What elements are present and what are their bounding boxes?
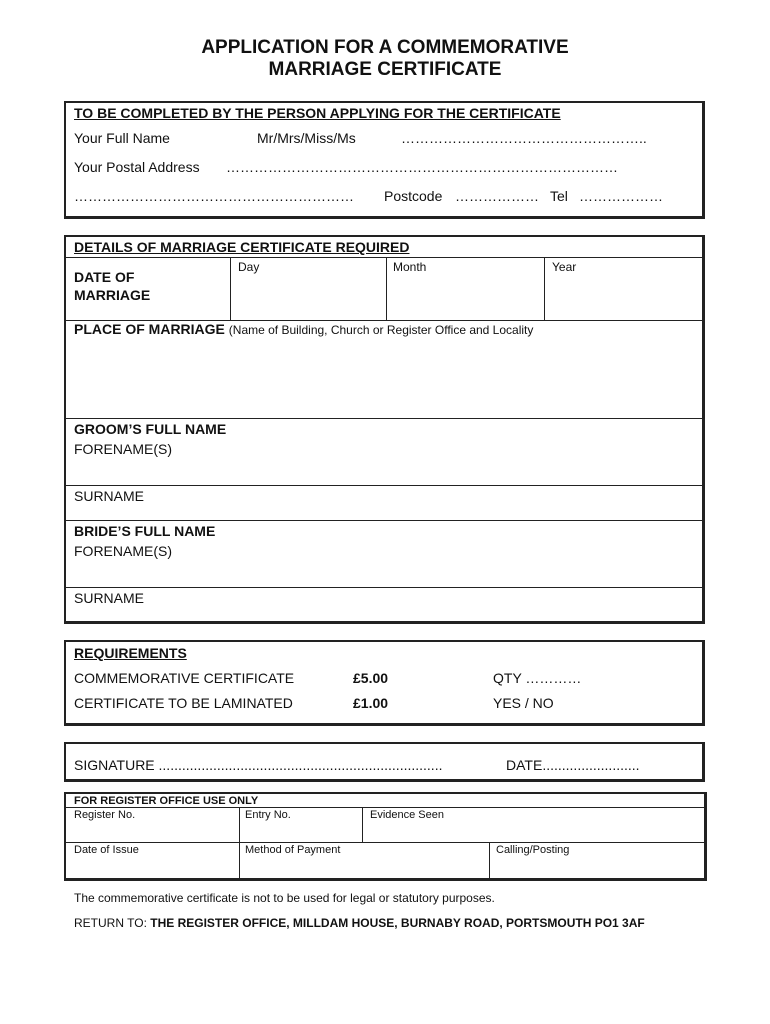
method-of-payment-field[interactable]: Method of Payment <box>245 844 341 856</box>
address-label: Your Postal Address <box>74 159 200 175</box>
requirements-section <box>64 640 705 726</box>
day-field[interactable]: Day <box>238 260 260 274</box>
bride-forenames-field[interactable]: FORENAME(S) <box>74 543 172 559</box>
bride-surname-field[interactable]: SURNAME <box>74 590 145 606</box>
page-title-line1: APPLICATION FOR A COMMEMORATIVE <box>201 37 569 58</box>
place-of-marriage-hint: (Name of Building, Church or Register Office and Locality <box>228 323 534 337</box>
address-line2-field[interactable]: …………………………………………………… <box>74 188 354 204</box>
return-address: THE REGISTER OFFICE, MILLDAM HOUSE, BURNABY ROAD, PORTSMOUTH PO1 3AF <box>150 916 645 930</box>
groom-forenames-field[interactable]: FORENAME(S) <box>74 441 172 457</box>
entry-no-field[interactable]: Entry No. <box>245 809 291 821</box>
requirements-heading: REQUIREMENTS <box>74 645 187 661</box>
signature-dots: ......................................................................... <box>158 757 443 773</box>
calling-posting-field[interactable]: Calling/Posting <box>496 844 570 856</box>
tel-field[interactable]: ……………… <box>579 188 663 204</box>
title-options[interactable]: Mr/Mrs/Miss/Ms <box>257 130 356 146</box>
groom-surname-field[interactable]: SURNAME <box>74 488 145 504</box>
signature-date-field[interactable] <box>506 757 640 773</box>
place-of-marriage-field[interactable] <box>74 321 533 337</box>
signature-date-label: DATE <box>506 757 543 773</box>
qty-field[interactable]: QTY ………… <box>493 670 582 686</box>
date-of-marriage-label-1: DATE OF <box>74 269 135 285</box>
date-of-marriage-label-2: MARRIAGE <box>74 287 151 303</box>
laminated-yes-no[interactable]: YES / NO <box>493 695 554 711</box>
full-name-field[interactable]: …………………………………………….. <box>401 130 647 146</box>
tel-label: Tel <box>550 188 568 204</box>
applicant-section <box>64 101 705 219</box>
groom-heading: GROOM’S FULL NAME <box>74 421 227 437</box>
address-field[interactable]: ………………………………………………………………………… <box>226 159 618 175</box>
place-of-marriage-label: PLACE OF MARRIAGE <box>74 321 225 337</box>
commemorative-certificate-price: £5.00 <box>353 670 389 686</box>
signature-section <box>64 742 705 782</box>
year-field[interactable]: Year <box>552 260 577 274</box>
commemorative-certificate-label: COMMEMORATIVE CERTIFICATE <box>74 670 295 686</box>
laminated-price: £1.00 <box>353 695 389 711</box>
register-no-field[interactable]: Register No. <box>74 809 136 821</box>
postcode-label: Postcode <box>384 188 443 204</box>
bride-heading: BRIDE’S FULL NAME <box>74 523 216 539</box>
signature-field[interactable] <box>74 757 442 773</box>
laminated-label: CERTIFICATE TO BE LAMINATED <box>74 695 293 711</box>
full-name-label: Your Full Name <box>74 130 170 146</box>
office-use-heading: FOR REGISTER OFFICE USE ONLY <box>74 795 259 807</box>
month-field[interactable]: Month <box>393 260 427 274</box>
return-address-line <box>74 916 645 930</box>
signature-label: SIGNATURE <box>74 757 155 773</box>
office-use-section <box>64 792 707 881</box>
return-label: RETURN TO: <box>74 916 147 930</box>
postcode-field[interactable]: ……………… <box>455 188 539 204</box>
legal-note: The commemorative certificate is not to be used for legal or statutory purposes. <box>74 891 495 905</box>
applicant-heading: TO BE COMPLETED BY THE PERSON APPLYING FOR THE CERTIFICATE <box>74 105 561 121</box>
evidence-seen-field[interactable]: Evidence Seen <box>370 809 444 821</box>
signature-date-dots: ......................... <box>542 757 640 773</box>
details-heading: DETAILS OF MARRIAGE CERTIFICATE REQUIRED <box>74 239 410 255</box>
date-of-issue-field[interactable]: Date of Issue <box>74 844 139 856</box>
details-section <box>64 235 705 624</box>
page-title-line2: MARRIAGE CERTIFICATE <box>268 59 502 80</box>
